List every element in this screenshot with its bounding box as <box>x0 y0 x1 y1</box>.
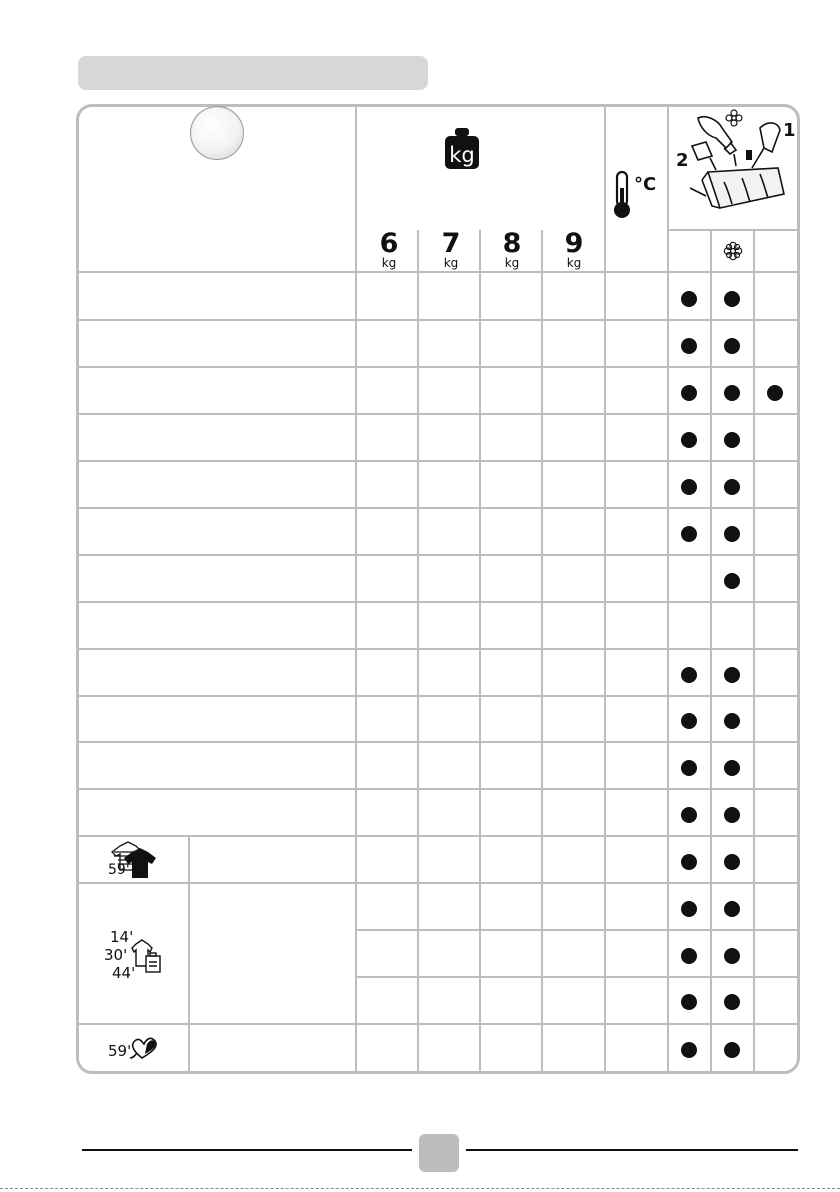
dose-dot <box>724 291 740 307</box>
dose-dot <box>681 760 697 776</box>
rapid-time-14: 14' <box>110 928 134 946</box>
load-column-6 <box>358 230 420 269</box>
delicate-heart-icon <box>128 1034 162 1062</box>
load-value: 7 <box>441 228 461 259</box>
compartment-1-label: 1 <box>783 120 796 141</box>
dose-dot <box>681 385 697 401</box>
dose-dot <box>767 385 783 401</box>
dose-dot <box>681 1042 697 1058</box>
load-unit: kg <box>566 256 582 270</box>
dose-dot <box>724 432 740 448</box>
dose-dot <box>724 667 740 683</box>
dose-dot <box>724 526 740 542</box>
weight-icon-label: kg <box>449 143 475 167</box>
flower-icon <box>722 240 744 262</box>
dose-dot <box>681 432 697 448</box>
dose-dot <box>724 948 740 964</box>
load-column-9 <box>543 230 605 269</box>
dose-dot <box>724 573 740 589</box>
dose-dot <box>681 901 697 917</box>
dose-dot <box>724 854 740 870</box>
dose-dot <box>724 479 740 495</box>
dose-dot <box>724 994 740 1010</box>
dose-dot <box>724 338 740 354</box>
temperature-label: °C <box>634 174 657 195</box>
dose-dot <box>724 807 740 823</box>
load-column-8 <box>481 230 543 269</box>
load-unit: kg <box>504 256 520 270</box>
load-unit: kg <box>443 256 459 270</box>
load-value: 8 <box>502 228 522 259</box>
dose-dot <box>681 479 697 495</box>
thermometer-icon <box>612 170 662 220</box>
dose-dot <box>681 667 697 683</box>
dose-dot <box>681 713 697 729</box>
dose-dot <box>681 948 697 964</box>
selector-dial-icon <box>190 106 244 160</box>
load-value: 9 <box>564 228 584 259</box>
rapid-time-30: 30' <box>104 946 128 964</box>
mixed-colors-time: 59' <box>108 862 130 878</box>
dose-dot <box>724 713 740 729</box>
dose-dot <box>681 338 697 354</box>
compartment-2-label: 2 <box>676 150 689 171</box>
page-trim-line <box>0 1188 840 1189</box>
footer-rule-right <box>466 1149 798 1151</box>
detergent-drawer-icon <box>672 108 798 226</box>
footer-rule-left <box>82 1149 412 1151</box>
load-value: 6 <box>379 228 399 259</box>
dose-dot <box>724 385 740 401</box>
load-column-7 <box>420 230 482 269</box>
weight-icon <box>444 128 480 170</box>
load-unit: kg <box>381 256 397 270</box>
dose-dot <box>724 901 740 917</box>
dose-dot <box>724 1042 740 1058</box>
dose-dot <box>681 526 697 542</box>
delicate-time: 59' <box>108 1042 132 1060</box>
dose-dot <box>681 291 697 307</box>
rapid-wash-icon <box>130 938 166 976</box>
flower-icon <box>726 110 742 126</box>
dose-dot <box>681 994 697 1010</box>
dose-dot <box>724 760 740 776</box>
dose-dot <box>681 854 697 870</box>
page-number-box <box>419 1134 459 1172</box>
dose-dot <box>681 807 697 823</box>
rapid-time-44: 44' <box>112 964 136 982</box>
